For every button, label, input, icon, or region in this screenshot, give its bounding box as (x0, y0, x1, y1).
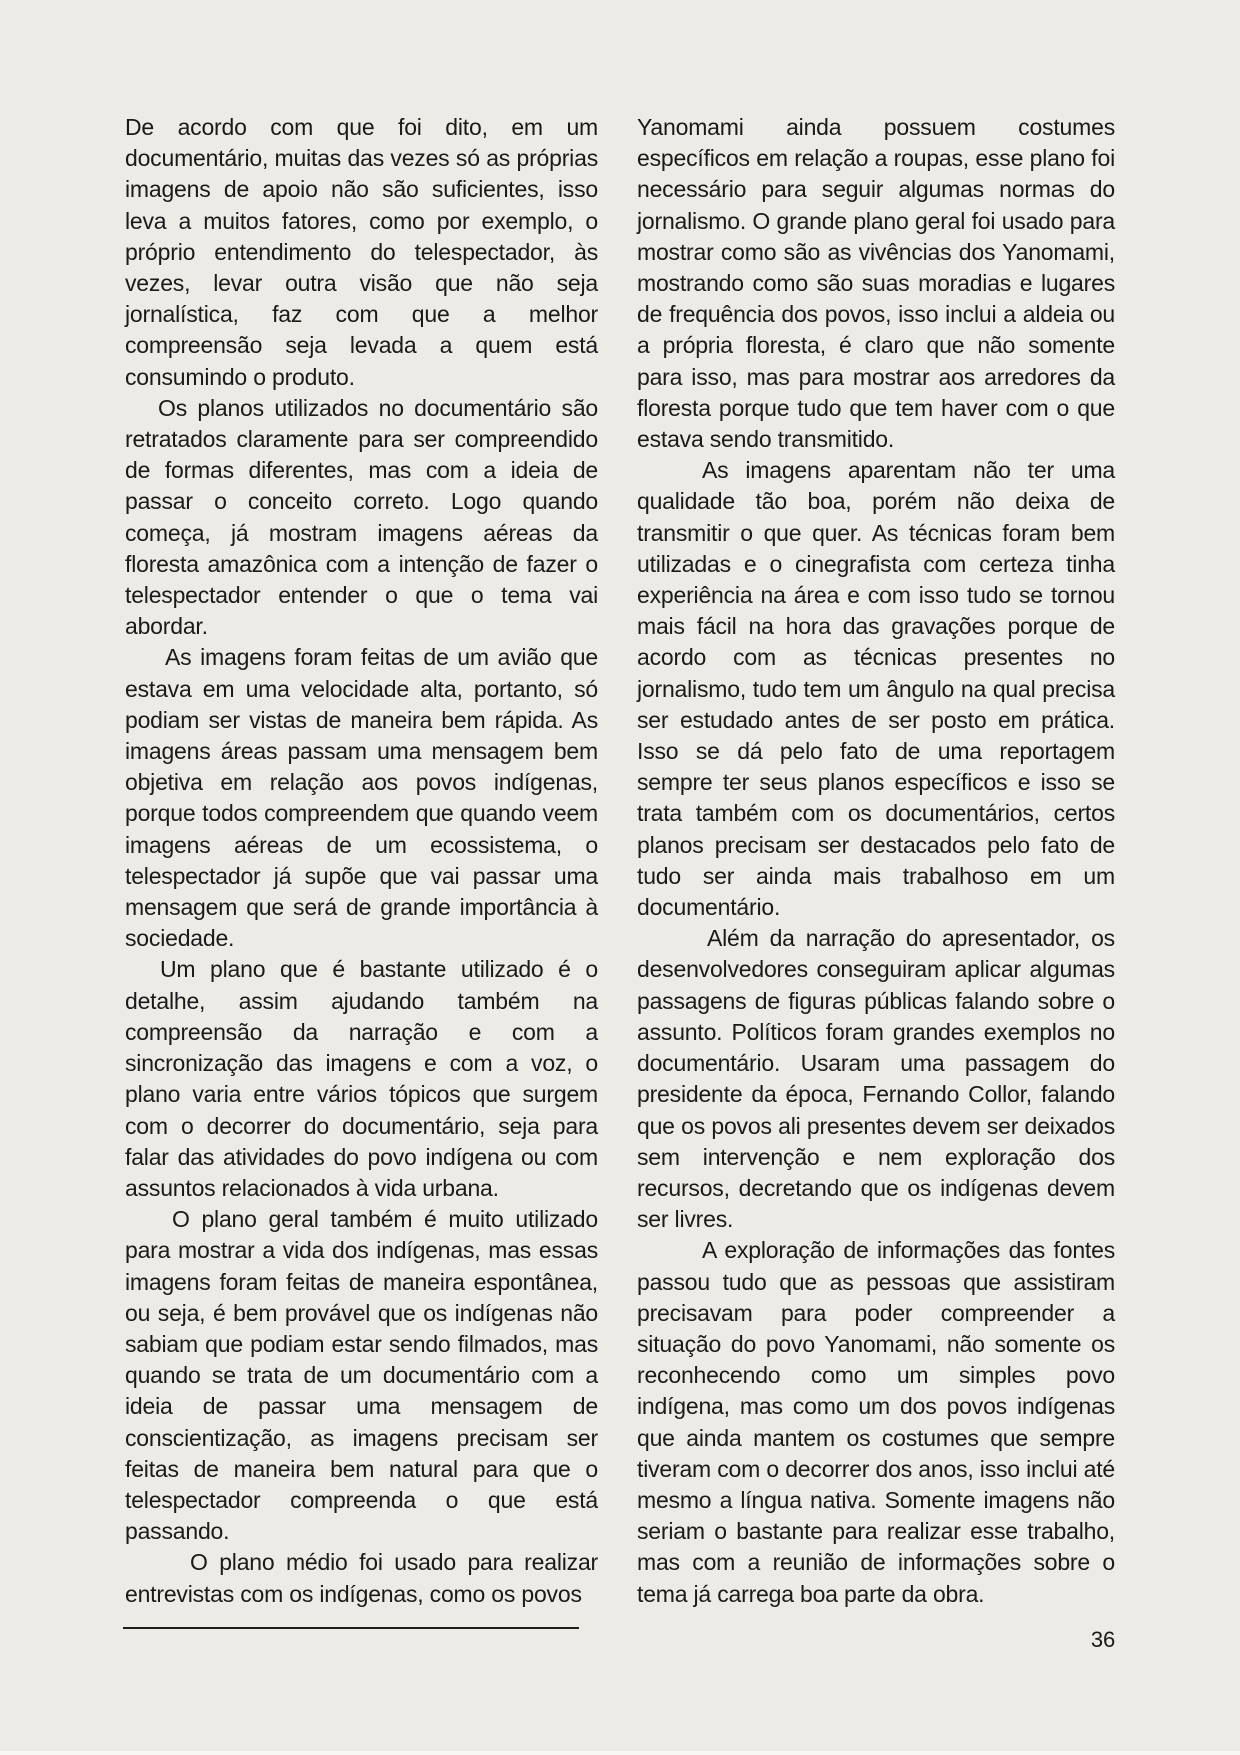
paragraph: As imagens foram feitas de um avião que estava em uma velocidade alta, portanto, só podiam ser vistas de maneira bem rápida. As imagens áreas passam uma mensagem bem objetiva em relação aos povos indígenas, porque todos compreendem que quando veem imagens aéreas de um ecossistema, o telespectador já supõe que vai passar uma mensagem que será de grande importância à sociedade. (125, 644, 598, 952)
paragraph: Além da narração do apresentador, os desenvolvedores conseguiram aplicar algumas passagens de figuras públicas falando sobre o assunto. Políticos foram grandes exemplos no documentário. Usaram uma passagem do presidente da época, Fernando Collor, falando que os povos ali presentes devem ser deixados sem intervenção e nem exploração dos recursos, decretando que os indígenas devem ser livres. (637, 925, 1115, 1233)
text-column-right (637, 112, 1115, 1610)
footnote-separator-rule (123, 1627, 579, 1629)
paragraph: Um plano que é bastante utilizado é o detalhe, assim ajudando também na compreensão da narração e com a sincronização das imagens e com a voz, o plano varia entre vários tópicos que surgem com o decorrer do documentário, seja para falar das atividades do povo indígena ou com assuntos relacionados à vida urbana. (125, 956, 598, 1201)
page-bottom-edge (0, 1751, 1240, 1755)
paragraph: A exploração de informações das fontes passou tudo que as pessoas que assistiram precisavam para poder compreender a situação do povo Yanomami, não somente os reconhecendo como um simples povo indígena, mas como um dos povos indígenas que ainda mantem os costumes que sempre tiveram com o decorrer dos anos, isso inclui até mesmo a língua nativa. Somente imagens não seriam o bastante para realizar esse trabalho, mas com a reunião de informações sobre o tema já carrega boa parte da obra. (637, 1237, 1115, 1607)
text-column-left (125, 112, 598, 1610)
paragraph: O plano geral também é muito utilizado para mostrar a vida dos indígenas, mas essas imagens foram feitas de maneira espontânea, ou seja, é bem provável que os indígenas não sabiam que podiam estar sendo filmados, mas quando se trata de um documentário com a ideia de passar uma mensagem de conscientização, as imagens precisam ser feitas de maneira bem natural para que o telespectador compreenda o que está passando. (125, 1206, 598, 1545)
paragraph: Yanomami ainda possuem costumes específicos em relação a roupas, esse plano foi necessário para seguir algumas normas do jornalismo. O grande plano geral foi usado para mostrar como são as vivências dos Yanomami, mostrando como são suas moradias e lugares de frequência dos povos, isso inclui a aldeia ou a própria floresta, é claro que não somente para isso, mas para mostrar aos arredores da floresta porque tudo que tem haver com o que estava sendo transmitido. (637, 114, 1115, 453)
page-number: 36 (1090, 1627, 1115, 1652)
paragraph: De acordo com que foi dito, em um documentário, muitas das vezes só as próprias imagens de apoio não são suficientes, isso leva a muitos fatores, como por exemplo, o próprio entendimento do telespectador, às vezes, levar outra visão que não seja jornalística, faz com que a melhor compreensão seja levada a quem está consumindo o produto. (125, 114, 598, 390)
paragraph: O plano médio foi usado para realizar entrevistas com os indígenas, como os povos (125, 1549, 598, 1607)
paragraph: Os planos utilizados no documentário são retratados claramente para ser compreendido de formas diferentes, mas com a ideia de passar o conceito correto. Logo quando começa, já mostram imagens aéreas da floresta amazônica com a intenção de fazer o telespectador entender o que o tema vai abordar. (125, 394, 598, 640)
paragraph: As imagens aparentam não ter uma qualidade tão boa, porém não deixa de transmitir o que quer. As técnicas foram bem utilizadas e o cinegrafista com certeza tinha experiência na área e com isso tudo se tornou mais fácil na hora das gravações porque de acordo com as técnicas presentes no jornalismo, tudo tem um ângulo na qual precisa ser estudado antes de ser posto em prática. Isso se dá pelo fato de uma reportagem sempre ter seus planos específicos e isso se trata também com os documentários, certos planos precisam ser destacados pelo fato de tudo ser ainda mais trabalhoso em um documentário. (637, 457, 1115, 921)
